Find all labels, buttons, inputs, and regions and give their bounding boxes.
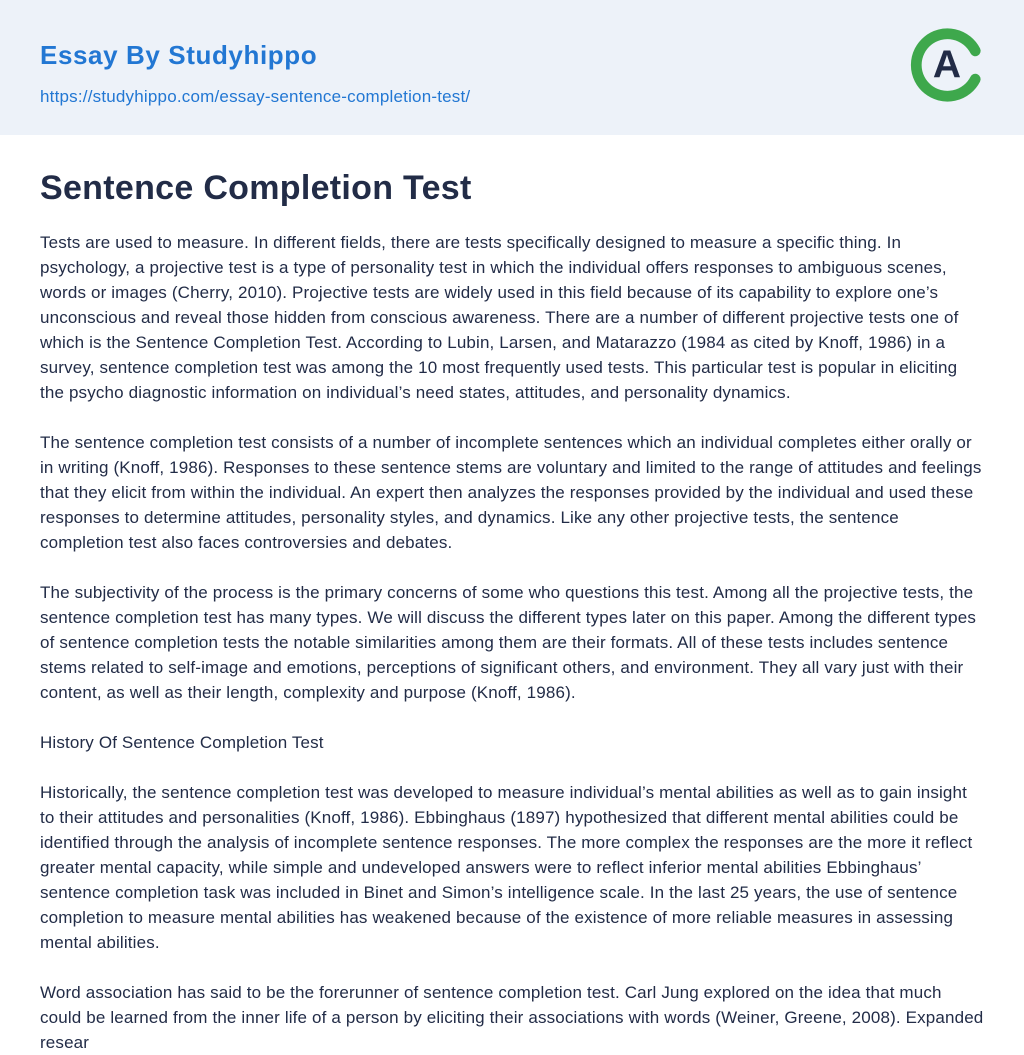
section-heading: History Of Sentence Completion Test [40, 733, 324, 752]
essay-paragraph: Word association has said to be the forerunner of sentence completion test. Carl Jung explored on the idea that much could be learned from the inner life of a person by eliciting their associations with words (Weiner, Greene, 2008). Expanded resear [40, 983, 984, 1052]
source-url-link[interactable]: https://studyhippo.com/essay-sentence-completion-test/ [40, 87, 471, 106]
essay-paragraph: The sentence completion test consists of a number of incomplete sentences which an individual completes either orally or in writing (Knoff, 1986). Responses to these sentence stems are voluntary and limited to the range of attitudes and feelings that they elicit from within the individual. An expert then analyzes the responses provided by the individual and used these responses to determine attitudes, personality styles, and dynamics. Like any other projective tests, the sentence completion test also faces controversies and debates. [40, 433, 982, 552]
header-text-block [40, 26, 470, 107]
byline: Essay By Studyhippo [40, 40, 318, 70]
essay-content [0, 135, 1024, 1055]
essay-title: Sentence Completion Test [40, 169, 472, 207]
essay-paragraph: The subjectivity of the process is the primary concerns of some who questions this test. Among all the projective tests, the sentence completion test has many types. We will discuss the different types later on this paper. Among the different types of sentence completion tests the notable similarities among them are their formats. All of these tests includes sentence stems related to self-image and emotions, perceptions of significant others, and environment. They all vary just with their content, as well as their length, complexity and purpose (Knoff, 1986). [40, 583, 977, 702]
essay-paragraph: Historically, the sentence completion test was developed to measure individual’s mental abilities as well as to gain insight to their attitudes and personalities (Knoff, 1986). Ebbinghaus (1897) hypothesized that different mental abilities could be identified through the analysis of incomplete sentence responses. The more complex the responses are the more it reflect greater mental capacity, while simple and undeveloped answers were to reflect inferior mental abilities Ebbinghaus’ sentence completion task was included in Binet and Simon’s intelligence scale. In the last 25 years, the use of sentence completion to measure mental abilities has weakened because of the existence of more reliable measures in assessing mental abilities. [40, 783, 973, 952]
logo-letter: A [932, 43, 962, 87]
essay-paragraph: Tests are used to measure. In different fields, there are tests specifically designed to measure a specific thing. In psychology, a projective test is a type of personality test in which the individual offers responses to ambiguous scenes, words or images (Cherry, 2010). Projective tests are widely used in this field because of its capability to explore one’s unconscious and reveal those hidden from conscious awareness. There are a number of different projective tests one of which is the Sentence Completion Test. According to Lubin, Larsen, and Matarazzo (1984 as cited by Knoff, 1986) in a survey, sentence completion test was among the 10 most frequently used tests. This particular test is popular in eliciting the psycho diagnostic information on individual’s need states, attitudes, and personality dynamics. [40, 233, 959, 402]
page-header [0, 0, 1024, 135]
studyhippo-logo-icon [908, 26, 986, 104]
